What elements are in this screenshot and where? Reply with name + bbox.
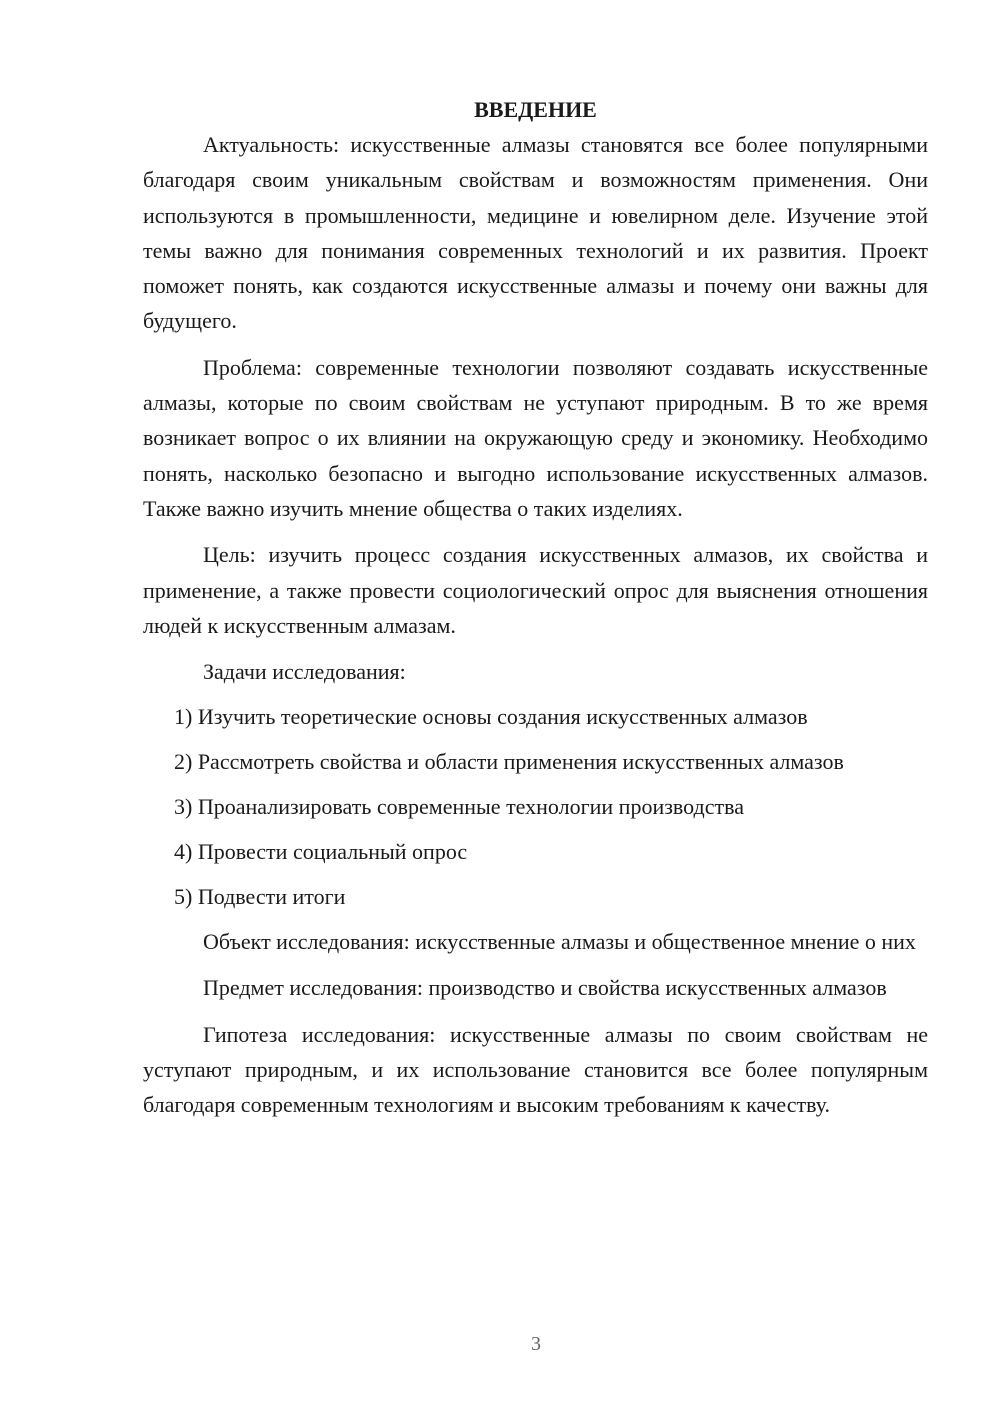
paragraph-goal: Цель: изучить процесс создания искусственных алмазов, их свойства и применение, а также провести социологический опрос для выяснения отношения людей к искусственным алмазам. <box>143 542 928 638</box>
paragraph-hypothesis: Гипотеза исследования: искусственные алмазы по своим свойствам не уступают природным, и их использование становится все более популярным благодаря современным технологиям и высоким требованиям к качеству. <box>143 1021 928 1118</box>
task-item-5: 5) Подвести итоги <box>174 884 346 910</box>
task-item-3: 3) Проанализировать современные технологии производства <box>174 794 744 820</box>
task-item-1: 1) Изучить теоретические основы создания искусственных алмазов <box>174 704 808 730</box>
paragraph-object: Объект исследования: искусственные алмазы и общественное мнение о них <box>203 929 916 955</box>
page-title: ВВЕДЕНИЕ <box>474 97 597 122</box>
paragraph-subject: Предмет исследования: производство и свойства искусственных алмазов <box>203 975 887 1001</box>
task-item-2: 2) Рассмотреть свойства и области применения искусственных алмазов <box>174 749 844 775</box>
tasks-heading: Задачи исследования: <box>203 659 406 685</box>
paragraph-relevance: Актуальность: искусственные алмазы становятся все более популярными благодаря своим уникальным свойствам и возможностям применения. Они используются в промышленности, медицине и ювелирном деле. Изучение этой темы важно для понимания современных технологий и их развития. Проект поможет понять, как создаются искусственные алмазы и почему они важны для будущего. <box>143 132 928 334</box>
task-item-4: 4) Провести социальный опрос <box>174 839 468 865</box>
page-number: 3 <box>531 1333 541 1355</box>
paragraph-problem: Проблема: современные технологии позволяют создавать искусственные алмазы, которые по своим свойствам не уступают природным. В то же время возникает вопрос о их влиянии на окружающую среду и экономику. Необходимо понять, насколько безопасно и выгодно использование искусственных алмазов. Также важно изучить мнение общества о таких изделиях. <box>143 354 928 521</box>
document-page <box>143 92 928 1123</box>
